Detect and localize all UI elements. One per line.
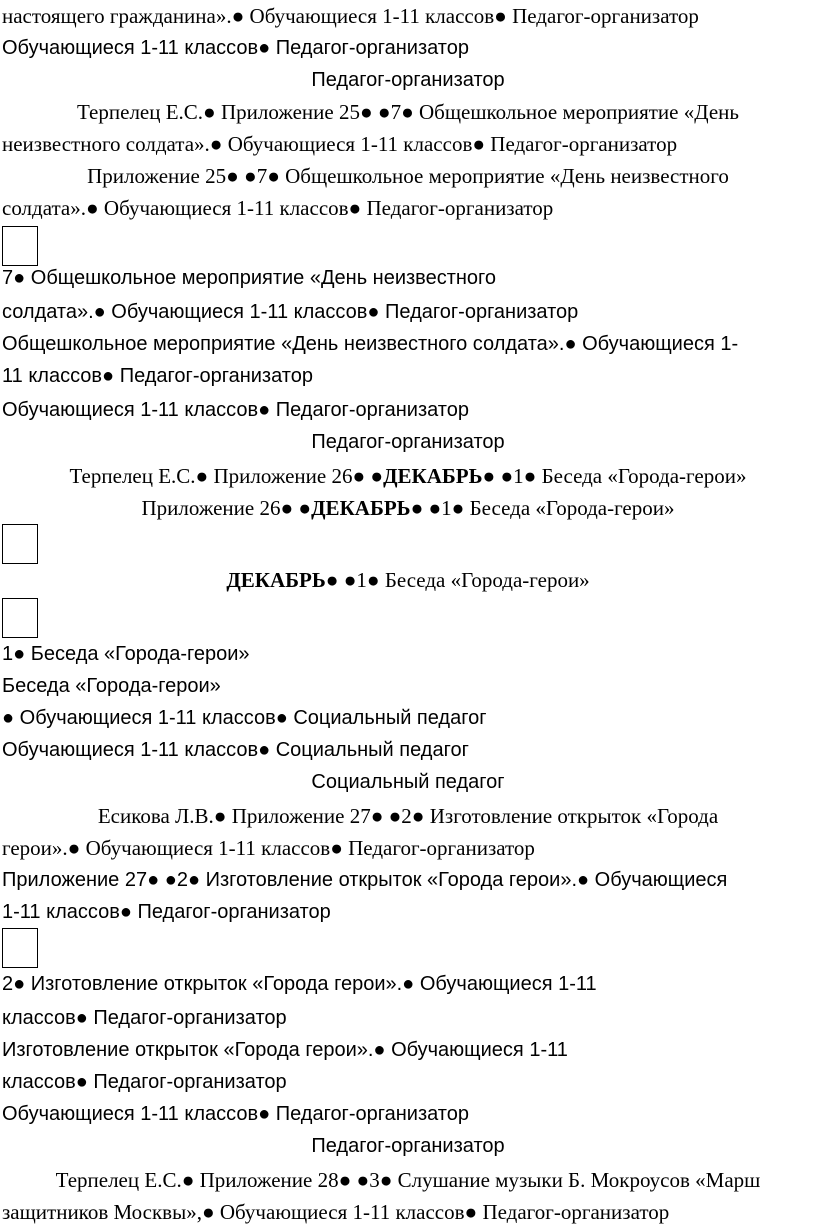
text-line: Беседа «Города-герои» bbox=[2, 675, 221, 697]
text-line: классов● Педагог-организатор bbox=[2, 1071, 287, 1093]
month-heading: ДЕКАБРЬ bbox=[311, 496, 411, 520]
empty-cell-box bbox=[2, 598, 38, 638]
text-line: классов● Педагог-организатор bbox=[2, 1007, 287, 1029]
text-line: Терпелец Е.С.● Приложение 26● ●ДЕКАБРЬ● ●1● Беседа «Города-герои» bbox=[69, 464, 747, 488]
text-line: защитников Москвы»,● Обучающиеся 1-11 классов● Педагог-организатор bbox=[2, 1200, 670, 1224]
text-line: 1● Беседа «Города-герои» bbox=[2, 643, 250, 665]
text-line: Педагог-организатор bbox=[311, 69, 505, 91]
text-line: Социальный педагог bbox=[311, 771, 505, 793]
text-line: Изготовление открыток «Города герои».● Обучающиеся 1-11 bbox=[2, 1039, 568, 1061]
text-line: герои».● Обучающиеся 1-11 классов● Педагог-организатор bbox=[2, 836, 535, 860]
text-line: Терпелец Е.С.● Приложение 25● ●7● Общешкольное мероприятие «День bbox=[77, 100, 739, 124]
text-line: Приложение 26● ●ДЕКАБРЬ● ●1● Беседа «Города-герои» bbox=[141, 496, 675, 520]
text-line: 2● Изготовление открыток «Города герои».● Обучающиеся 1-11 bbox=[2, 973, 597, 995]
text-line: солдата».● Обучающиеся 1-11 классов● Педагог-организатор bbox=[2, 301, 579, 323]
text-line: 11 классов● Педагог-организатор bbox=[2, 365, 313, 387]
empty-cell-box bbox=[2, 524, 38, 564]
text-line: Общешкольное мероприятие «День неизвестного солдата».● Обучающиеся 1- bbox=[2, 333, 739, 355]
text-line: ДЕКАБРЬ● ●1● Беседа «Города-герои» bbox=[226, 568, 590, 592]
text-line: 1-11 классов● Педагог-организатор bbox=[2, 901, 331, 923]
text-line: 7● Общешкольное мероприятие «День неизвестного bbox=[2, 267, 497, 289]
text-line: солдата».● Обучающиеся 1-11 классов● Педагог-организатор bbox=[2, 196, 554, 220]
month-heading: ДЕКАБРЬ bbox=[383, 464, 483, 488]
empty-cell-box bbox=[2, 226, 38, 266]
text-line: Обучающиеся 1-11 классов● Педагог-организатор bbox=[2, 1103, 469, 1125]
text-line: Обучающиеся 1-11 классов● Социальный педагог bbox=[2, 739, 469, 761]
text-line: Есикова Л.В.● Приложение 27● ●2● Изготовление открыток «Города bbox=[97, 804, 719, 828]
text-line: ● Обучающиеся 1-11 классов● Социальный педагог bbox=[2, 707, 487, 729]
text-line: Приложение 27● ●2● Изготовление открыток «Города герои».● Обучающиеся bbox=[2, 869, 728, 891]
empty-cell-box bbox=[2, 928, 38, 968]
text-line: Обучающиеся 1-11 классов● Педагог-организатор bbox=[2, 399, 469, 421]
text-line: Обучающиеся 1-11 классов● Педагог-организатор bbox=[2, 37, 469, 59]
text-line: настоящего гражданина».● Обучающиеся 1-11 классов● Педагог-организатор bbox=[2, 4, 699, 28]
month-heading: ДЕКАБРЬ bbox=[226, 568, 326, 592]
text-line: Терпелец Е.С.● Приложение 28● ●3● Слушание музыки Б. Мокроусов «Марш bbox=[55, 1168, 761, 1192]
text-line: неизвестного солдата».● Обучающиеся 1-11 классов● Педагог-организатор bbox=[2, 132, 678, 156]
text-line: Педагог-организатор bbox=[311, 431, 505, 453]
text-line: Приложение 25● ●7● Общешкольное мероприятие «День неизвестного bbox=[87, 164, 729, 188]
text-line: Педагог-организатор bbox=[311, 1135, 505, 1157]
